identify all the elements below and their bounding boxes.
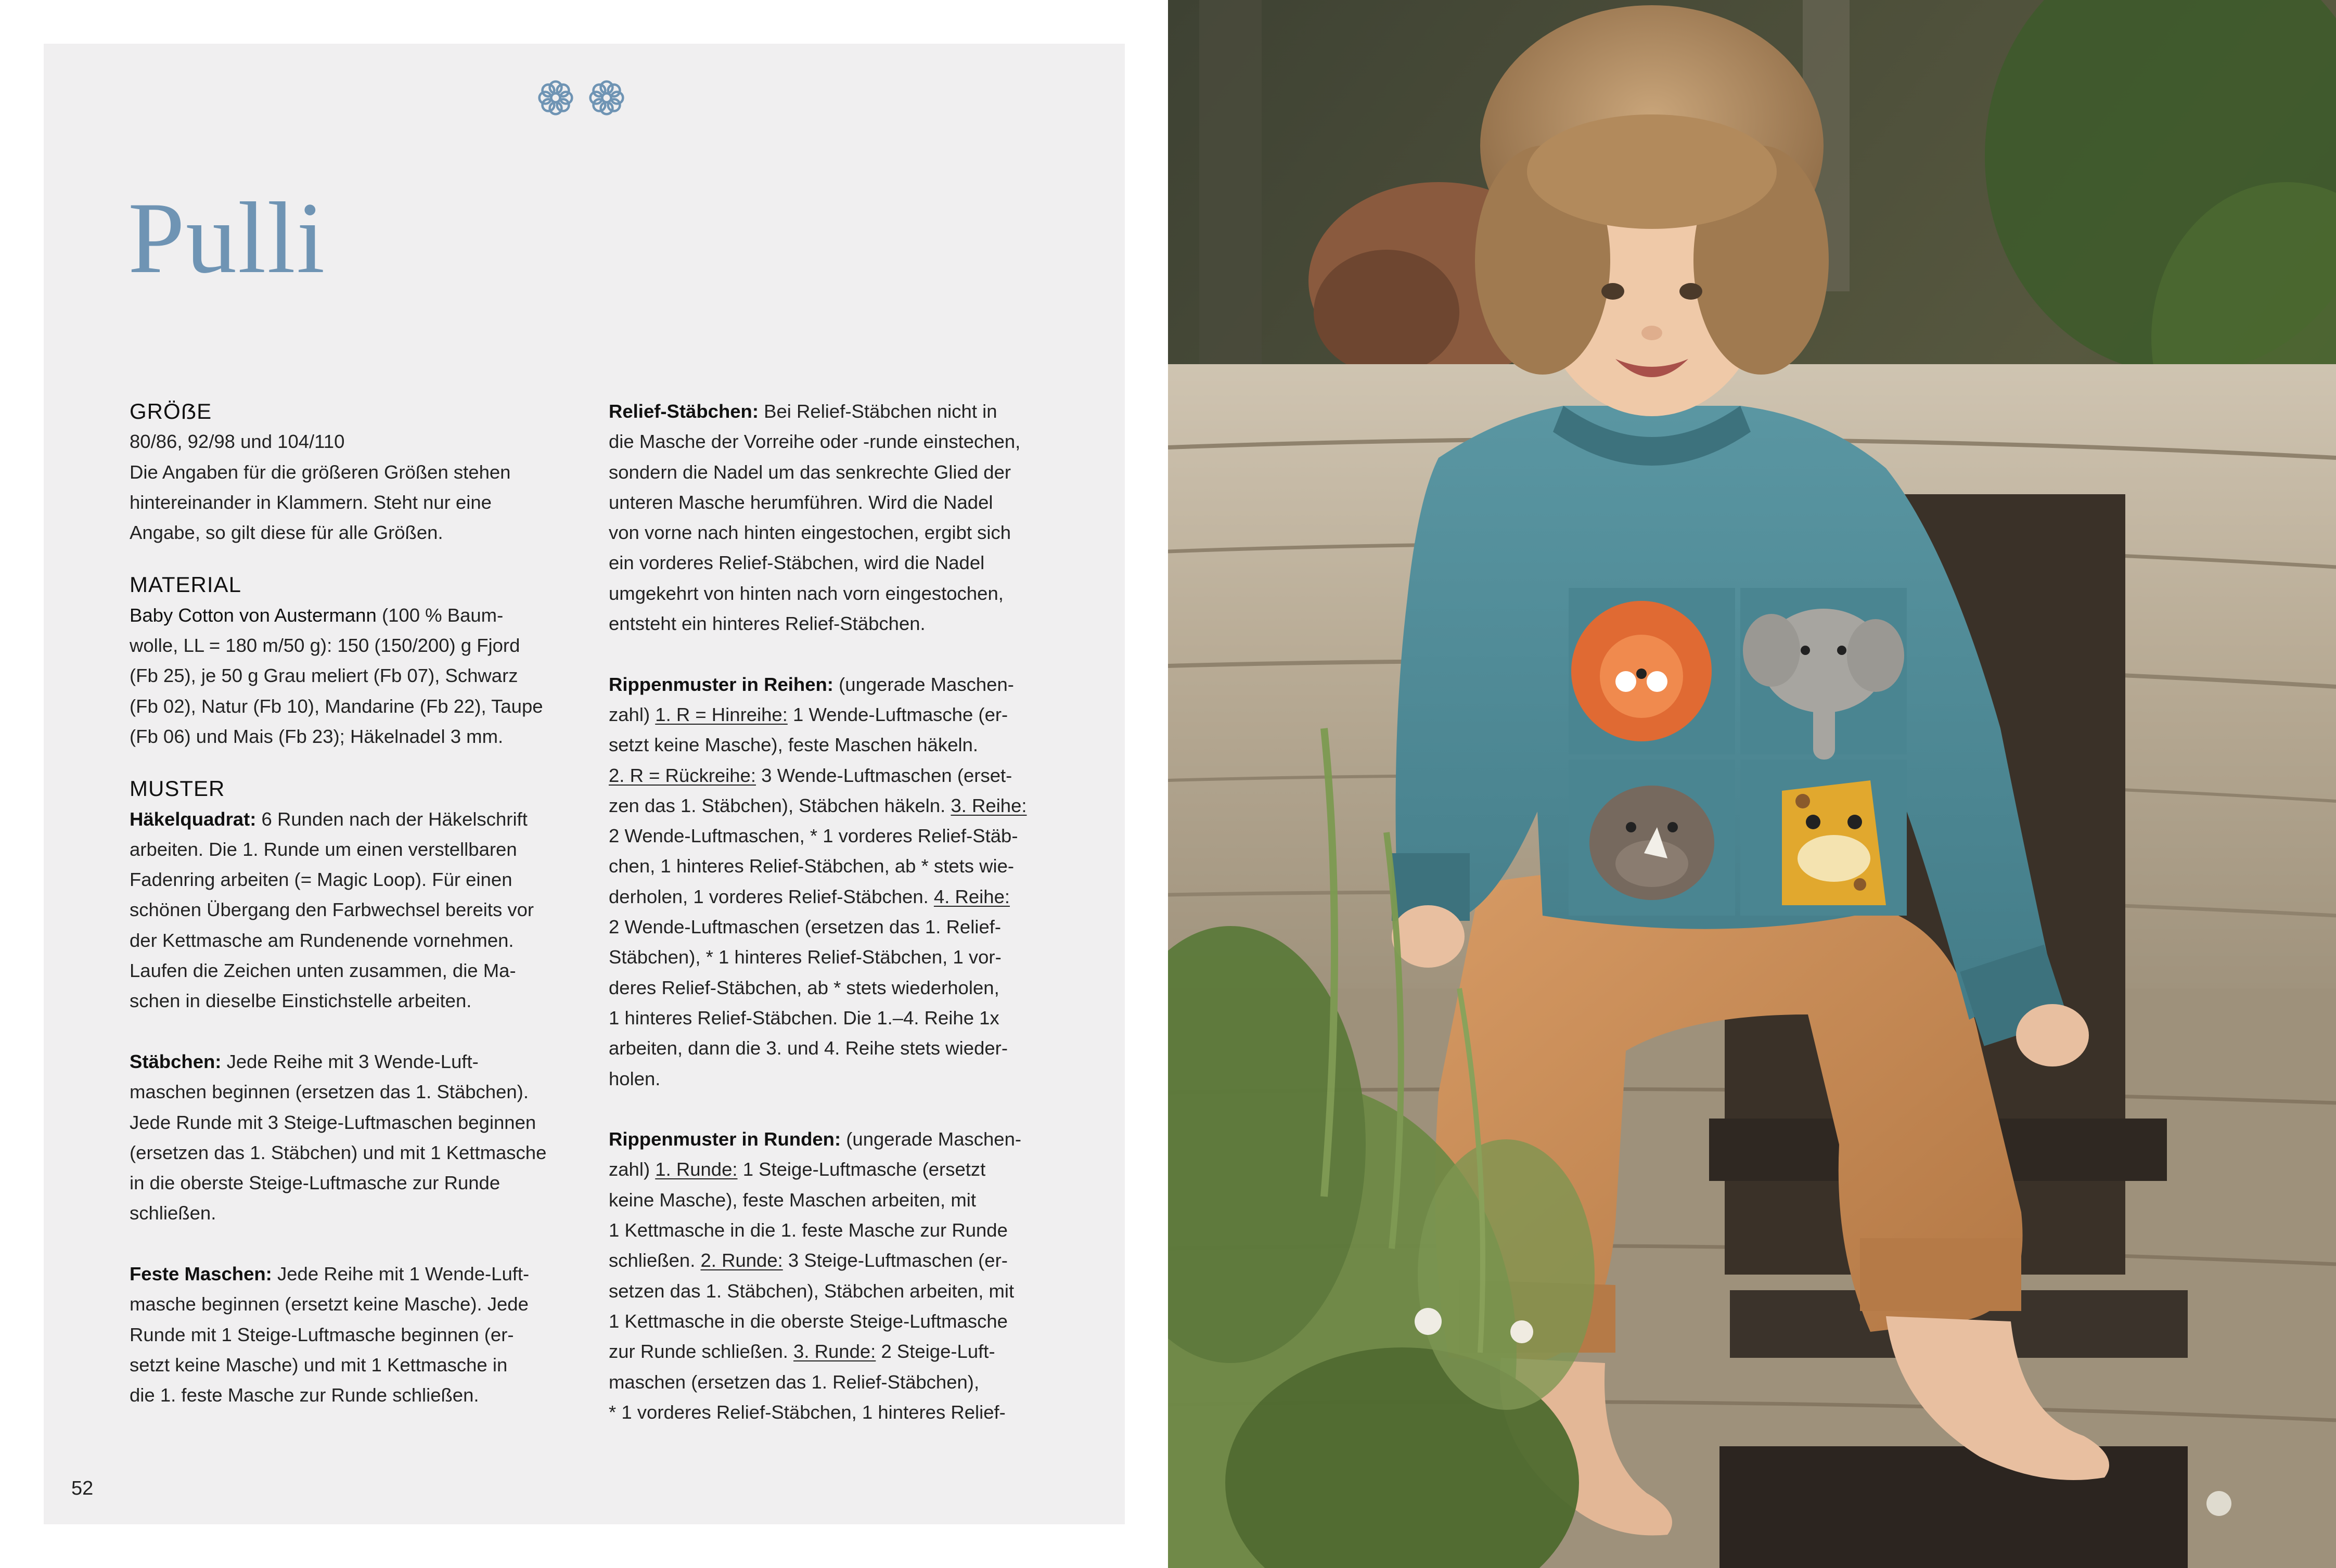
text-line: der Kettmasche am Rundenende vornehmen.: [130, 929, 514, 951]
text-column-right: [609, 396, 1067, 1428]
text-line: chen, 1 hinteres Relief-Stäbchen, ab * stets wie-: [609, 855, 1015, 877]
text-line: 2 Wende-Luftmaschen (ersetzen das 1. Relief-: [609, 916, 1002, 938]
text-line: Fadenring arbeiten (= Magic Loop). Für einen: [130, 869, 512, 891]
text-line: * 1 vorderes Relief-Stäbchen, 1 hinteres Relief-: [609, 1401, 1006, 1423]
text-line: Laufen die Zeichen unten zusammen, die Ma-: [130, 960, 516, 982]
relief-lead: Relief-Stäbchen:: [609, 401, 759, 422]
text-line: [609, 1154, 1067, 1185]
row-label: 3. Reihe:: [951, 794, 1027, 816]
text-line: (ersetzen das 1. Stäbchen) und mit 1 Kettmasche: [130, 1141, 547, 1163]
text-span: Jede Reihe mit 1 Wende-Luft-: [272, 1263, 530, 1285]
rippen-runden-lead: Rippenmuster in Runden:: [609, 1128, 841, 1150]
text-span: (100 % Baum-: [376, 604, 504, 626]
text-column-left: [130, 396, 587, 1411]
page-title: Pulli: [128, 182, 326, 294]
text-line: von vorne nach hinten eingestochen, ergibt sich: [609, 522, 1011, 544]
text-line: maschen beginnen (ersetzen das 1. Stäbchen).: [130, 1081, 529, 1103]
row-label: 2. Runde:: [700, 1250, 783, 1271]
text-line: 1 hinteres Relief-Stäbchen. Die 1.–4. Reihe 1x: [609, 1007, 999, 1029]
child-hand: [2016, 1004, 2089, 1066]
text-span: Bei Relief-Stäbchen nicht in: [759, 401, 997, 422]
child-in-sweater-photo: [1168, 0, 2336, 1568]
text-line: hintereinander in Klammern. Steht nur eine: [130, 491, 492, 513]
text-line: [130, 1047, 587, 1077]
text-line: [130, 600, 587, 631]
section-heading-muster: MUSTER: [130, 776, 225, 801]
text-line: umgekehrt von hinten nach vorn eingestochen,: [609, 582, 1004, 604]
text-line: maschen (ersetzen das 1. Relief-Stäbchen),: [609, 1371, 980, 1393]
text-line: sondern die Nadel um das senkrechte Glied der: [609, 461, 1011, 483]
text-line: Die Angaben für die größeren Größen stehen: [130, 461, 511, 483]
text-line: [609, 1245, 1067, 1276]
text-line: [609, 670, 1067, 700]
section-heading-material: MATERIAL: [130, 572, 241, 597]
staebchen-lead: Stäbchen:: [130, 1050, 222, 1072]
text-line: masche beginnen (ersetzt keine Masche). Jede: [130, 1293, 529, 1315]
text-span: zahl): [609, 1159, 656, 1180]
text-line: [609, 1124, 1067, 1154]
text-line: 2 Wende-Luftmaschen, * 1 vorderes Relief-Stäb-: [609, 825, 1018, 847]
text-line: die 1. feste Masche zur Runde schließen.: [130, 1384, 479, 1406]
row-label: 2. R = Rückreihe:: [609, 764, 756, 786]
text-span: schließen.: [609, 1250, 701, 1271]
text-line: schen in dieselbe Einstichstelle arbeiten.: [130, 990, 472, 1012]
text-span: zen das 1. Stäbchen), Stäbchen häkeln.: [609, 794, 951, 816]
text-span: 3 Steige-Luftmaschen (er-: [782, 1250, 1008, 1271]
row-label: 4. Reihe:: [933, 885, 1010, 907]
text-line: Angabe, so gilt diese für alle Größen.: [130, 522, 443, 544]
text-line: [609, 700, 1067, 730]
material-lead: Baby Cotton von Austermann: [130, 604, 377, 626]
text-line: keine Masche), feste Maschen arbeiten, mit: [609, 1189, 976, 1211]
child-hand: [1392, 905, 1465, 968]
text-span: 3 Wende-Luftmaschen (erset-: [756, 764, 1012, 786]
text-line: die Masche der Vorreihe oder -runde einstechen,: [609, 431, 1021, 453]
section-heading-groesse: GRÖẞE: [130, 399, 212, 423]
haekelquadrat-lead: Häkelquadrat:: [130, 808, 256, 830]
text-line: [130, 1259, 587, 1289]
text-line: [609, 791, 1067, 821]
text-line: arbeiten, dann die 3. und 4. Reihe stets wieder-: [609, 1037, 1008, 1059]
row-label: 1. R = Hinreihe:: [655, 703, 788, 725]
flower-icon: [536, 78, 575, 118]
page-number: 52: [71, 1477, 94, 1499]
text-span: derholen, 1 vorderes Relief-Stäbchen.: [609, 885, 934, 907]
text-line: 1 Kettmasche in die 1. feste Masche zur Runde: [609, 1219, 1008, 1241]
text-line: [609, 882, 1067, 912]
text-span: zur Runde schließen.: [609, 1341, 794, 1363]
text-line: Runde mit 1 Steige-Luftmasche beginnen (er-: [130, 1323, 514, 1345]
text-span: 1 Wende-Luftmasche (er-: [787, 703, 1008, 725]
text-line: Stäbchen), * 1 hinteres Relief-Stäbchen, 1 vor-: [609, 946, 1002, 968]
text-line: Jede Runde mit 3 Steige-Luftmaschen beginnen: [130, 1111, 536, 1133]
text-span: 6 Runden nach der Häkelschrift: [256, 808, 528, 830]
text-line: [609, 761, 1067, 791]
text-line: (Fb 06) und Mais (Fb 23); Häkelnadel 3 mm.: [130, 725, 504, 747]
ornament: [536, 77, 635, 119]
text-span: 1 Steige-Luftmasche (ersetzt: [737, 1159, 986, 1180]
text-line: (Fb 02), Natur (Fb 10), Mandarine (Fb 22), Taupe: [130, 695, 543, 717]
text-line: entsteht ein hinteres Relief-Stäbchen.: [609, 613, 926, 635]
text-line: schließen.: [130, 1202, 216, 1224]
text-line: [130, 804, 587, 834]
row-label: 3. Runde:: [793, 1341, 876, 1363]
background-post: [1199, 0, 1262, 364]
text-span: (ungerade Maschen-: [833, 673, 1014, 695]
text-line: setzt keine Masche) und mit 1 Kettmasche in: [130, 1354, 508, 1376]
text-line: unteren Masche herumführen. Wird die Nadel: [609, 491, 993, 513]
flower-icon: [587, 78, 626, 118]
text-line: deres Relief-Stäbchen, ab * stets wiederholen,: [609, 976, 999, 998]
text-line: 1 Kettmasche in die oberste Steige-Luftmasche: [609, 1310, 1008, 1332]
text-span: Jede Reihe mit 3 Wende-Luft-: [221, 1050, 479, 1072]
text-line: in die oberste Steige-Luftmasche zur Runde: [130, 1172, 500, 1194]
text-line: 80/86, 92/98 und 104/110: [130, 431, 345, 453]
text-line: setzt keine Masche), feste Maschen häkeln.: [609, 734, 979, 756]
text-span: (ungerade Maschen-: [841, 1128, 1022, 1150]
text-line: (Fb 25), je 50 g Grau meliert (Fb 07), Schwarz: [130, 665, 518, 687]
text-line: [609, 396, 1067, 427]
text-line: ein vorderes Relief-Stäbchen, wird die Nadel: [609, 552, 985, 574]
text-span: 2 Steige-Luft-: [876, 1341, 995, 1363]
rippen-reihen-lead: Rippenmuster in Reihen:: [609, 673, 833, 695]
text-span: zahl): [609, 703, 656, 725]
text-line: wolle, LL = 180 m/50 g): 150 (150/200) g Fjord: [130, 635, 520, 657]
row-label: 1. Runde:: [655, 1159, 738, 1180]
text-line: arbeiten. Die 1. Runde um einen verstellbaren: [130, 838, 517, 860]
text-line: holen.: [609, 1068, 661, 1089]
child-head: [1475, 5, 1829, 416]
text-line: [609, 1336, 1067, 1367]
text-line: schönen Übergang den Farbwechsel bereits vor: [130, 899, 534, 921]
text-line: setzen das 1. Stäbchen), Stäbchen arbeiten, mit: [609, 1280, 1015, 1302]
photo-child-in-sweater: [1168, 0, 2336, 1568]
feste-maschen-lead: Feste Maschen:: [130, 1263, 272, 1285]
